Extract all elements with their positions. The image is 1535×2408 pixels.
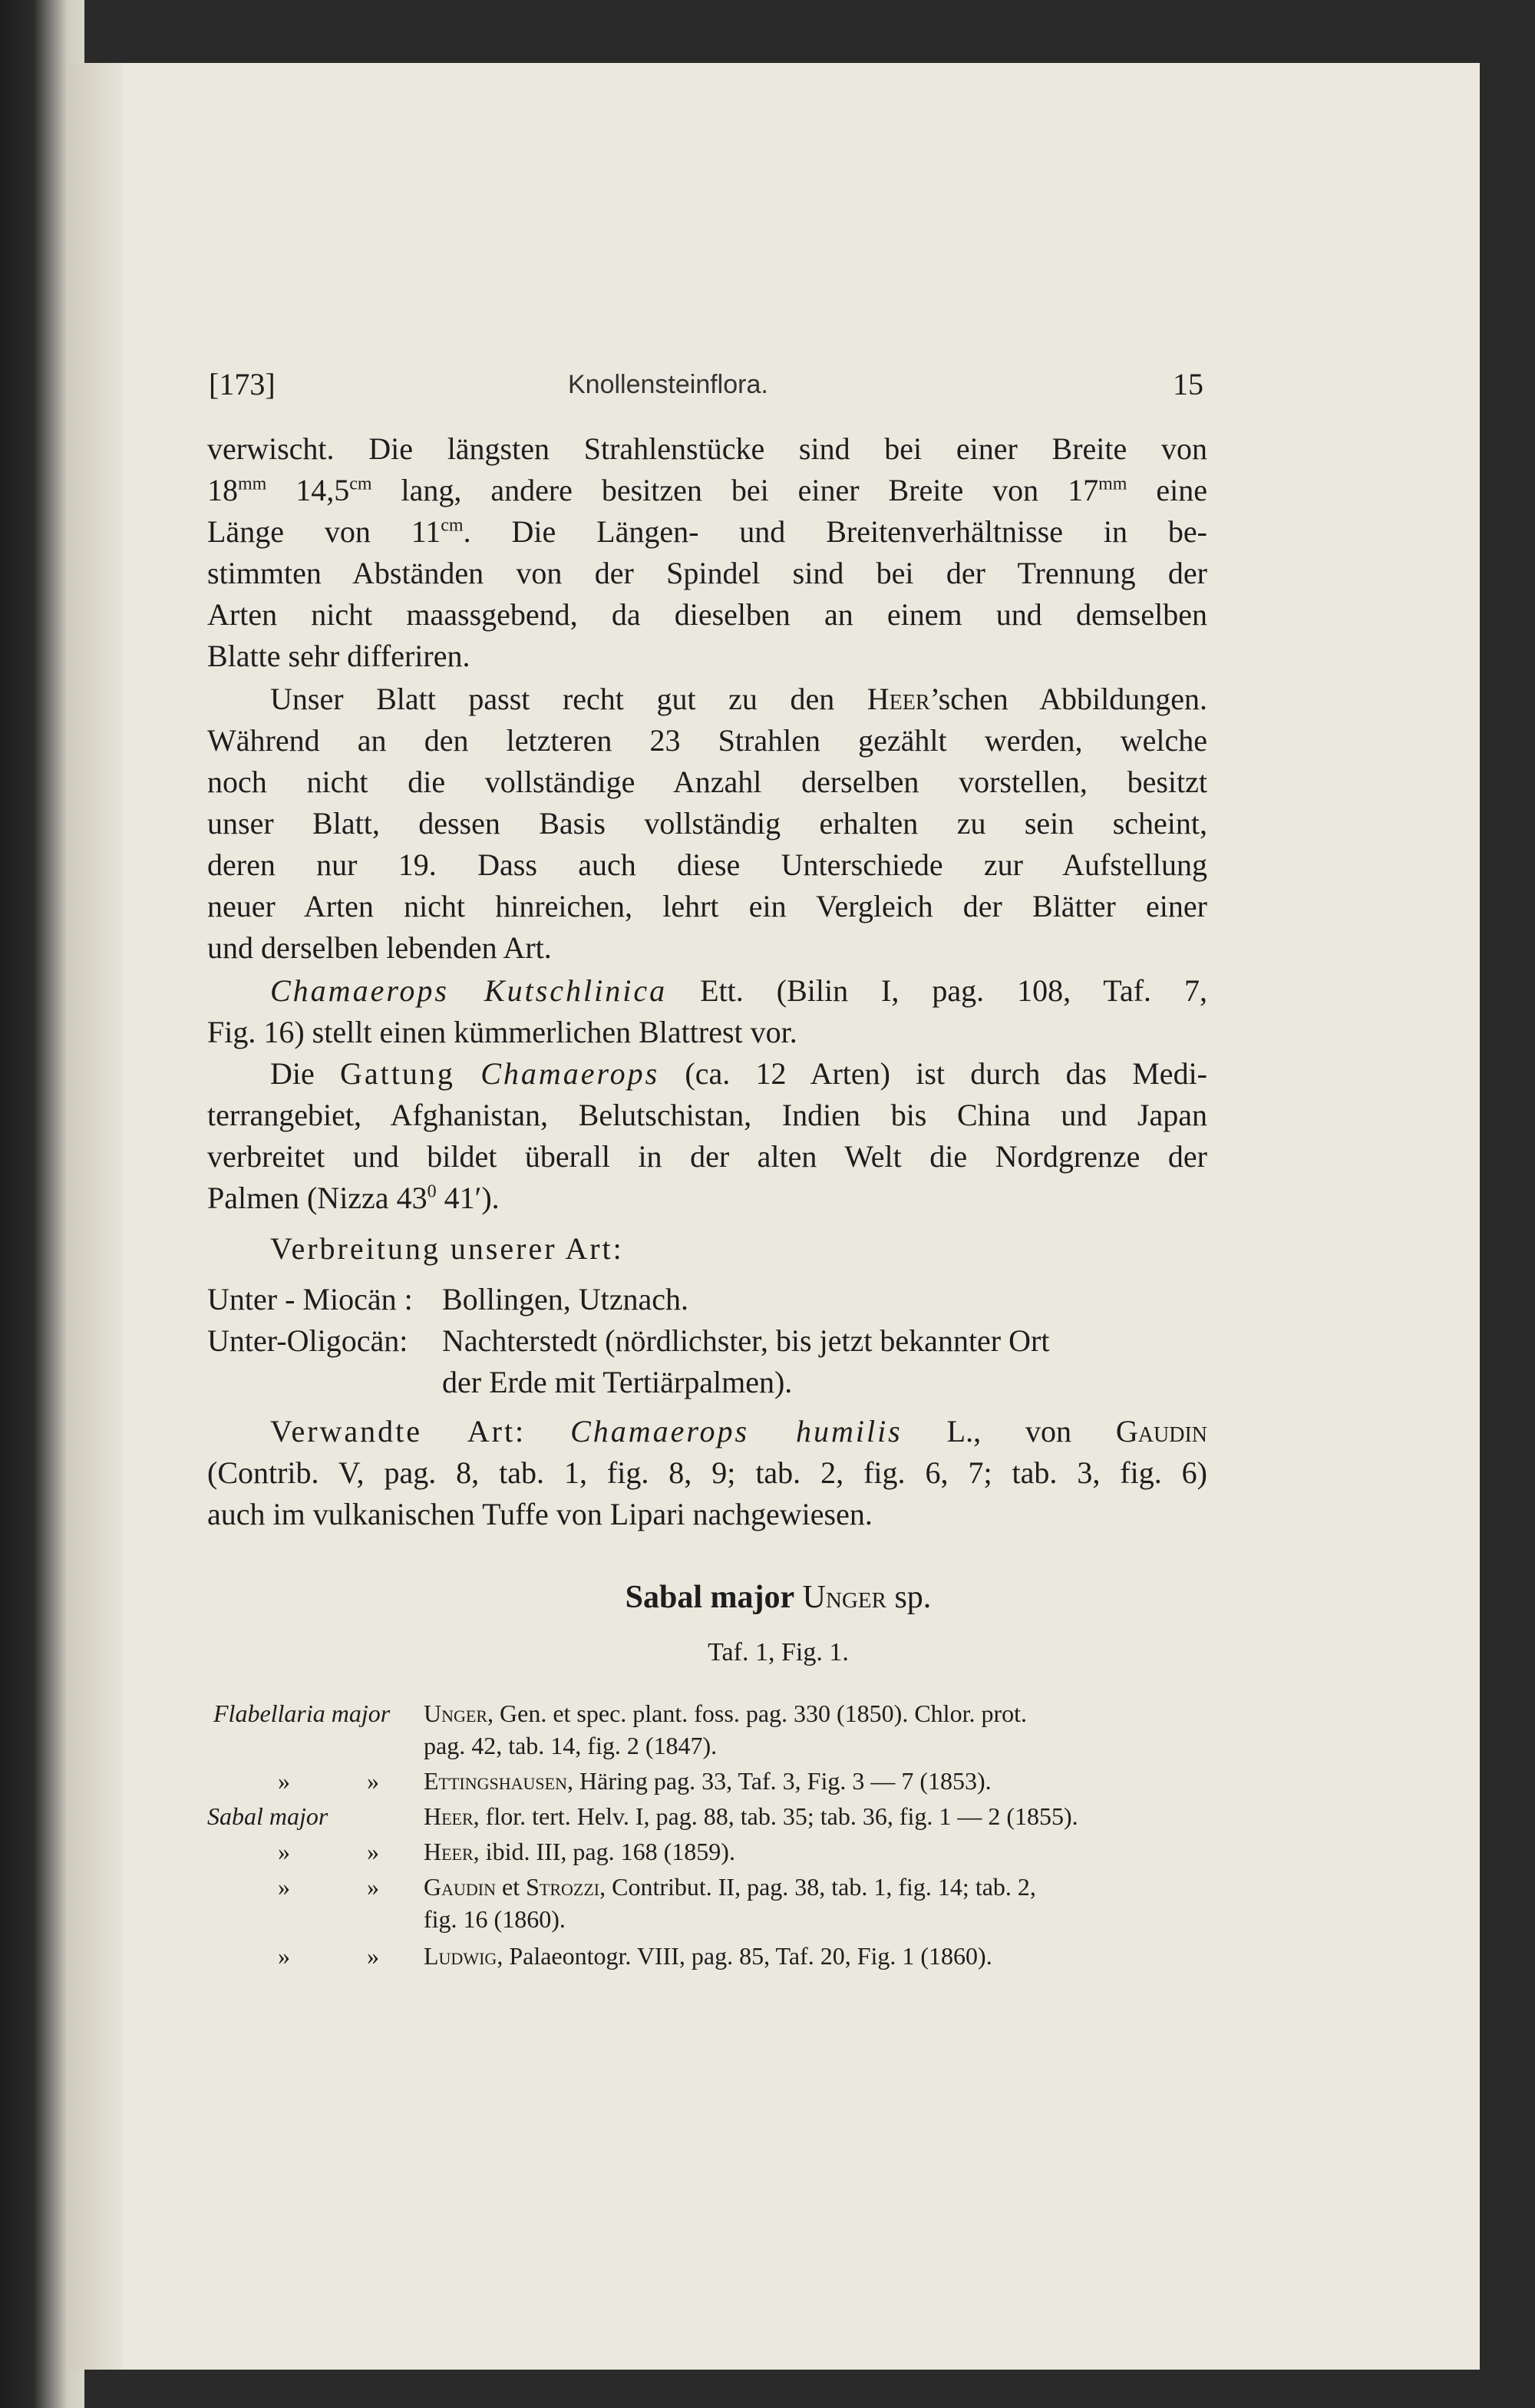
ref5-text-cont: fig. 16 (1860). — [424, 1905, 566, 1933]
related-line2: (Contrib. V, pag. 8, tab. 1, fig. 8, 9; tab. 2, fig. 6, 7; tab. 3, fig. 6) — [207, 1455, 1207, 1490]
para2-line2: Während an den letzteren 23 Strahlen gezählt werden, welche — [207, 723, 1207, 758]
para2-line6: neuer Arten nicht hinreichen, lehrt ein Vergleich der Blätter einer — [207, 889, 1207, 923]
para1-line6: Blatte sehr differiren. — [207, 639, 470, 673]
distribution-row1-label: Unter - Miocän : — [207, 1282, 413, 1316]
ref1-text: Unger, Gen. et spec. plant. foss. pag. 330 (1850). Chlor. prot. — [424, 1699, 1027, 1727]
para1-line3: Länge von $11^{cm}$. Die Längen- und Breitenverhältnisse in be- — [207, 514, 1207, 549]
para2-line4: unser Blatt, dessen Basis vollständig erhalten zu sein scheint, — [207, 806, 1207, 841]
ref4-ditto-2: » — [367, 1838, 379, 1865]
distribution-row2-label: Unter-Oligocän: — [207, 1323, 408, 1358]
ref5-ditto-1: » — [278, 1873, 290, 1901]
para4-line3: verbreitet und bildet überall in der alten Welt die Nordgrenze der — [207, 1139, 1207, 1174]
ref5-ditto-2: » — [367, 1873, 379, 1901]
para1-line1: verwischt. Die längsten Strahlenstücke sind bei einer Breite von — [207, 431, 1207, 466]
ref6-ditto-1: » — [278, 1942, 290, 1970]
ref2-ditto-2: » — [367, 1767, 379, 1795]
para4-line4: Palmen (Nizza $43^0$ 41′). — [207, 1181, 500, 1215]
ref3-text: Heer, flor. tert. Helv. I, pag. 88, tab. 35; tab. 36, fig. 1 — 2 (1855). — [424, 1802, 1078, 1830]
para2-line5: deren nur 19. Dass auch diese Unterschiede zur Aufstellung — [207, 847, 1207, 882]
para3-line2: Fig. 16) stellt einen kümmerlichen Blattrest vor. — [207, 1015, 797, 1049]
ref3-label: Sabal major — [207, 1802, 328, 1830]
para4-line1: Die Gattung Chamaerops (ca. 12 Arten) ist durch das Medi- — [270, 1056, 1207, 1091]
para1-line4: stimmten Abständen von der Spindel sind bei der Trennung der — [207, 556, 1207, 590]
para3-line1: Chamaerops Kutschlinica Ett. (Bilin I, pag. 108, Taf. 7, — [270, 973, 1207, 1008]
species-plate: Taf. 1, Fig. 1. — [708, 1638, 849, 1666]
ref5-text: Gaudin et Strozzi, Contribut. II, pag. 38, tab. 1, fig. 14; tab. 2, — [424, 1873, 1036, 1901]
ref4-ditto-1: » — [278, 1838, 290, 1865]
ref6-text: Ludwig, Palaeontogr. VIII, pag. 85, Taf. 20, Fig. 1 (1860). — [424, 1942, 992, 1970]
running-title: Knollensteinflora. — [568, 370, 768, 399]
distribution-row1-value: Bollingen, Utznach. — [442, 1282, 689, 1316]
ref2-ditto-1: » — [278, 1767, 290, 1795]
related-line3: auch im vulkanischen Tuffe von Lipari nachgewiesen. — [207, 1497, 873, 1531]
book-page — [69, 63, 1480, 2370]
para4-line2: terrangebiet, Afghanistan, Belutschistan, Indien bis China und Japan — [207, 1098, 1207, 1132]
para2-line1: Unser Blatt passt recht gut zu den Heer’schen Abbildungen. — [270, 682, 1207, 716]
ref1-label: Flabellaria major — [213, 1699, 391, 1727]
para1-line2: $18^{mm}$ $14,5^{cm}$ lang, andere besitzen bei einer Breite von $17^{mm}$ eine — [207, 473, 1208, 507]
species-title: Sabal major Unger sp. — [625, 1580, 932, 1615]
para2-line3: noch nicht die vollständige Anzahl derselben vorstellen, besitzt — [207, 765, 1207, 799]
ref1-text-cont: pag. 42, tab. 14, fig. 2 (1847). — [424, 1732, 718, 1759]
distribution-row2-value-l2: der Erde mit Tertiärpalmen). — [442, 1365, 793, 1399]
distribution-heading: Verbreitung unserer Art: — [270, 1231, 624, 1266]
ref6-ditto-2: » — [367, 1942, 379, 1970]
ref2-text: Ettingshausen, Häring pag. 33, Taf. 3, Fig. 3 — 7 (1853). — [424, 1767, 992, 1795]
distribution-row2-value-l1: Nachterstedt (nördlichster, bis jetzt bekannter Ort — [442, 1323, 1050, 1358]
para2-line7: und derselben lebenden Art. — [207, 930, 552, 965]
page-gutter — [69, 63, 123, 2370]
page-number: 15 — [1173, 367, 1203, 401]
para1-line5: Arten nicht maassgebend, da dieselben an einem und demselben — [207, 597, 1207, 632]
page-ref: [173] — [209, 367, 276, 401]
ref4-text: Heer, ibid. III, pag. 168 (1859). — [424, 1838, 735, 1865]
related-line1: Verwandte Art: Chamaerops humilis L., von Gaudin — [270, 1414, 1207, 1448]
